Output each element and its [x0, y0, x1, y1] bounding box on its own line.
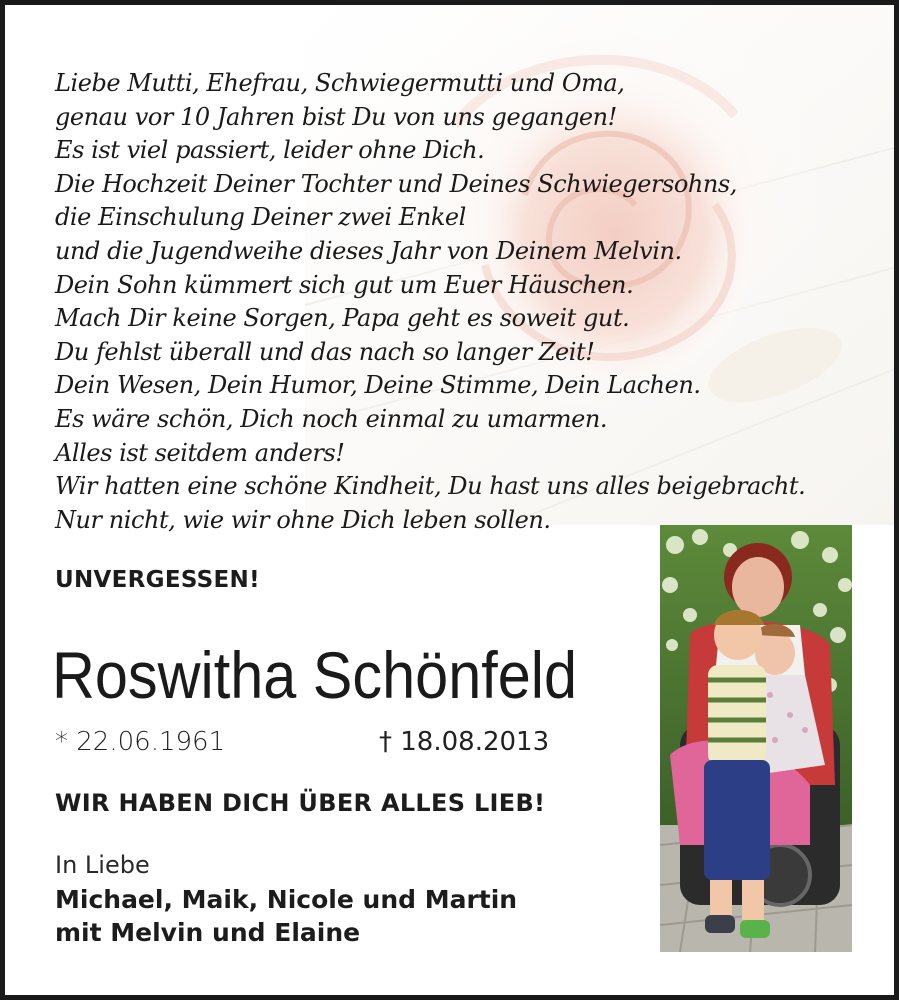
- poem-line: Die Hochzeit Deiner Tochter und Deines Schwiegersohns,: [55, 169, 737, 198]
- family-photo: [660, 525, 852, 952]
- signature-names-second: mit Melvin und Elaine: [55, 918, 361, 947]
- poem-line: Alles ist seitdem anders!: [55, 438, 345, 467]
- poem-line: Nur nicht, wie wir ohne Dich leben sollen.: [55, 505, 551, 534]
- birth-date: * 22.06.1961: [55, 727, 226, 757]
- signature-names: Michael, Maik, Nicole und Martin: [55, 885, 518, 914]
- poem-line: Mach Dir keine Sorgen, Papa geht es soweit gut.: [55, 304, 630, 333]
- unforgotten-heading: UNVERGESSEN!: [55, 567, 260, 593]
- poem-line: genau vor 10 Jahren bist Du von uns gegangen!: [55, 102, 617, 131]
- poem-line: Es ist viel passiert, leider ohne Dich.: [55, 136, 485, 165]
- poem-text: [55, 67, 805, 537]
- poem-line: Es wäre schön, Dich noch einmal zu umarmen.: [55, 404, 608, 433]
- signature-intro: In Liebe: [55, 851, 150, 879]
- poem-line: Wir hatten eine schöne Kindheit, Du hast uns alles beigebracht.: [55, 472, 806, 501]
- death-date: † 18.08.2013: [379, 727, 550, 757]
- deceased-name: Roswitha Schönfeld: [52, 638, 578, 712]
- poem-line: und die Jugendweihe dieses Jahr von Deinem Melvin.: [55, 236, 682, 265]
- poem-line: Dein Wesen, Dein Humor, Deine Stimme, Dein Lachen.: [55, 371, 701, 400]
- love-slogan: WIR HABEN DICH ÜBER ALLES LIEB!: [55, 789, 546, 817]
- poem-line: die Einschulung Deiner zwei Enkel: [55, 203, 466, 232]
- poem-line: Liebe Mutti, Ehefrau, Schwiegermutti und Oma,: [55, 69, 625, 97]
- poem-line: Dein Sohn kümmert sich gut um Euer Häuschen.: [55, 270, 634, 299]
- poem-line: Du fehlst überall und das nach so langer Zeit!: [55, 337, 595, 366]
